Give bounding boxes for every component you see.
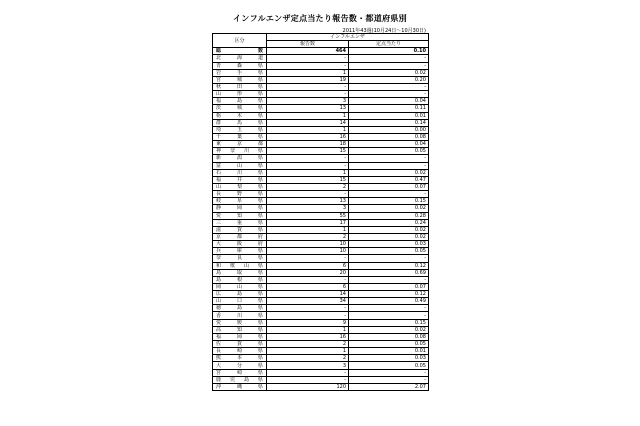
table-row bbox=[213, 155, 429, 162]
region-name: 福岡県 bbox=[213, 333, 267, 340]
table-row bbox=[213, 362, 429, 369]
region-name: 青森県 bbox=[213, 62, 267, 69]
report-count: 1 bbox=[267, 226, 349, 233]
table-row bbox=[213, 191, 429, 198]
region-name: 大阪府 bbox=[213, 241, 267, 248]
report-count: - bbox=[267, 62, 349, 69]
table-row bbox=[213, 262, 429, 269]
reports-header: 報告数 bbox=[267, 41, 349, 48]
per-sentinel-value: 0.08 bbox=[349, 333, 429, 340]
table-row bbox=[213, 248, 429, 255]
report-count: - bbox=[267, 55, 349, 62]
table-row bbox=[213, 333, 429, 340]
per-sentinel-value: 0.69 bbox=[349, 269, 429, 276]
table-row bbox=[213, 276, 429, 283]
region-name: 石川県 bbox=[213, 169, 267, 176]
report-count: 2 bbox=[267, 183, 349, 190]
report-count: 1 bbox=[267, 326, 349, 333]
report-count: - bbox=[267, 255, 349, 262]
report-count: 13 bbox=[267, 105, 349, 112]
header-row-1 bbox=[213, 34, 429, 41]
region-name: 宮崎県 bbox=[213, 369, 267, 376]
per-sentinel-value: - bbox=[349, 191, 429, 198]
report-count: 16 bbox=[267, 133, 349, 140]
table-row bbox=[213, 255, 429, 262]
region-name: 岐阜県 bbox=[213, 198, 267, 205]
region-name: 静岡県 bbox=[213, 205, 267, 212]
per-sentinel-value: 0.01 bbox=[349, 348, 429, 355]
report-count: 3 bbox=[267, 98, 349, 105]
table-row bbox=[213, 283, 429, 290]
table-row bbox=[213, 98, 429, 105]
report-count: 2 bbox=[267, 355, 349, 362]
per-sentinel-value: 0.05 bbox=[349, 248, 429, 255]
region-name: 千葉県 bbox=[213, 133, 267, 140]
per-sentinel-value: 0.20 bbox=[349, 76, 429, 83]
report-count: - bbox=[267, 83, 349, 90]
report-count: 13 bbox=[267, 198, 349, 205]
report-count: - bbox=[267, 162, 349, 169]
table-row bbox=[213, 326, 429, 333]
region-name: 鹿児島県 bbox=[213, 376, 267, 383]
table-row bbox=[213, 169, 429, 176]
table-row bbox=[213, 91, 429, 98]
per-sentinel-value: - bbox=[349, 91, 429, 98]
table-row bbox=[213, 298, 429, 305]
region-name: 長野県 bbox=[213, 191, 267, 198]
report-count: 19 bbox=[267, 76, 349, 83]
report-count: - bbox=[267, 369, 349, 376]
table-row bbox=[213, 291, 429, 298]
region-name: 北海道 bbox=[213, 55, 267, 62]
per-sentinel-value: 0.24 bbox=[349, 219, 429, 226]
region-name: 福島県 bbox=[213, 98, 267, 105]
report-count: 1 bbox=[267, 112, 349, 119]
region-name: 群馬県 bbox=[213, 119, 267, 126]
table-row bbox=[213, 312, 429, 319]
table-row bbox=[213, 219, 429, 226]
region-name: 熊本県 bbox=[213, 355, 267, 362]
region-name: 栃木県 bbox=[213, 112, 267, 119]
per-sentinel-value: 0.11 bbox=[349, 105, 429, 112]
per-sentinel-value: - bbox=[349, 83, 429, 90]
region-name: 山梨県 bbox=[213, 183, 267, 190]
region-name: 鳥取県 bbox=[213, 269, 267, 276]
region-name: 高知県 bbox=[213, 326, 267, 333]
report-count: 18 bbox=[267, 141, 349, 148]
table-row bbox=[213, 126, 429, 133]
total-row bbox=[213, 48, 429, 55]
per-sentinel-value: 0.04 bbox=[349, 98, 429, 105]
region-name: 京都府 bbox=[213, 233, 267, 240]
per-sentinel-value: - bbox=[349, 305, 429, 312]
per-sentinel-value: - bbox=[349, 312, 429, 319]
region-name: 愛知県 bbox=[213, 212, 267, 219]
table-row bbox=[213, 205, 429, 212]
region-name: 茨城県 bbox=[213, 105, 267, 112]
report-count: - bbox=[267, 155, 349, 162]
table-row bbox=[213, 212, 429, 219]
per-sentinel-value: 0.10 bbox=[349, 48, 429, 55]
table-row bbox=[213, 76, 429, 83]
per-sentinel-value: - bbox=[349, 376, 429, 383]
region-name: 兵庫県 bbox=[213, 248, 267, 255]
report-count: 10 bbox=[267, 241, 349, 248]
per-sentinel-value: 0.04 bbox=[349, 141, 429, 148]
per-sentinel-value: 0.02 bbox=[349, 226, 429, 233]
region-name: 富山県 bbox=[213, 162, 267, 169]
per-sentinel-value: - bbox=[349, 155, 429, 162]
report-count: - bbox=[267, 312, 349, 319]
report-count: 14 bbox=[267, 119, 349, 126]
per-sentinel-value: 0.05 bbox=[349, 148, 429, 155]
per-sentinel-header: 定点当たり bbox=[349, 41, 429, 48]
per-sentinel-value: 0.28 bbox=[349, 212, 429, 219]
region-name: 滋賀県 bbox=[213, 226, 267, 233]
table-row bbox=[213, 119, 429, 126]
table-row bbox=[213, 369, 429, 376]
region-name: 大分県 bbox=[213, 362, 267, 369]
per-sentinel-value: 0.15 bbox=[349, 319, 429, 326]
region-name: 島根県 bbox=[213, 276, 267, 283]
per-sentinel-value: 0.07 bbox=[349, 283, 429, 290]
per-sentinel-value: 0.15 bbox=[349, 198, 429, 205]
per-sentinel-value: - bbox=[349, 255, 429, 262]
table-row bbox=[213, 162, 429, 169]
table-row bbox=[213, 341, 429, 348]
table-row bbox=[213, 83, 429, 90]
report-count: 15 bbox=[267, 148, 349, 155]
table-row bbox=[213, 376, 429, 383]
table-row bbox=[213, 226, 429, 233]
table-row bbox=[213, 62, 429, 69]
per-sentinel-value: 0.01 bbox=[349, 112, 429, 119]
report-count: - bbox=[267, 305, 349, 312]
report-count: 120 bbox=[267, 383, 349, 390]
region-name: 宮城県 bbox=[213, 76, 267, 83]
per-sentinel-value: 0.02 bbox=[349, 233, 429, 240]
table-row bbox=[213, 305, 429, 312]
region-name: 埼玉県 bbox=[213, 126, 267, 133]
report-count: 464 bbox=[267, 48, 349, 55]
influenza-table bbox=[212, 33, 429, 391]
per-sentinel-value: - bbox=[349, 55, 429, 62]
report-count: - bbox=[267, 91, 349, 98]
region-name: 香川県 bbox=[213, 312, 267, 319]
page-title: インフルエンザ定点当たり報告数・都道府県別 bbox=[233, 14, 407, 23]
table-row bbox=[213, 105, 429, 112]
per-sentinel-value: - bbox=[349, 276, 429, 283]
region-name: 奈良県 bbox=[213, 255, 267, 262]
report-count: 1 bbox=[267, 69, 349, 76]
report-count: - bbox=[267, 276, 349, 283]
table-row bbox=[213, 233, 429, 240]
category-header: 区分 bbox=[213, 34, 267, 48]
region-name: 和歌山県 bbox=[213, 262, 267, 269]
region-name: 山口県 bbox=[213, 298, 267, 305]
table-row bbox=[213, 55, 429, 62]
region-name: 長崎県 bbox=[213, 348, 267, 355]
table-row bbox=[213, 198, 429, 205]
per-sentinel-value: 0.02 bbox=[349, 326, 429, 333]
report-count: 55 bbox=[267, 212, 349, 219]
per-sentinel-value: 0.07 bbox=[349, 183, 429, 190]
report-count: 17 bbox=[267, 219, 349, 226]
table-row bbox=[213, 383, 429, 390]
report-count: 1 bbox=[267, 126, 349, 133]
region-name: 福井県 bbox=[213, 176, 267, 183]
table-row bbox=[213, 355, 429, 362]
region-name: 広島県 bbox=[213, 291, 267, 298]
table-row bbox=[213, 133, 429, 140]
per-sentinel-value: 0.00 bbox=[349, 126, 429, 133]
report-count: 16 bbox=[267, 333, 349, 340]
period-label: 2011年43週(10月24日～10月30日) bbox=[342, 28, 426, 34]
per-sentinel-value: - bbox=[349, 62, 429, 69]
per-sentinel-value: 0.02 bbox=[349, 169, 429, 176]
per-sentinel-value: 0.12 bbox=[349, 291, 429, 298]
per-sentinel-value: 0.49 bbox=[349, 298, 429, 305]
region-name: 東京都 bbox=[213, 141, 267, 148]
region-name: 三重県 bbox=[213, 219, 267, 226]
disease-header: インフルエンザ bbox=[267, 34, 429, 41]
per-sentinel-value: 0.14 bbox=[349, 119, 429, 126]
region-name: 岩手県 bbox=[213, 69, 267, 76]
table-row bbox=[213, 319, 429, 326]
per-sentinel-value: 0.05 bbox=[349, 341, 429, 348]
report-count: 3 bbox=[267, 205, 349, 212]
report-count: 1 bbox=[267, 348, 349, 355]
table-row bbox=[213, 69, 429, 76]
report-count: - bbox=[267, 191, 349, 198]
table-row bbox=[213, 112, 429, 119]
report-count: 6 bbox=[267, 262, 349, 269]
region-name: 徳島県 bbox=[213, 305, 267, 312]
table-row bbox=[213, 183, 429, 190]
per-sentinel-value: 0.03 bbox=[349, 355, 429, 362]
region-name: 岡山県 bbox=[213, 283, 267, 290]
per-sentinel-value: 0.02 bbox=[349, 69, 429, 76]
report-count: 10 bbox=[267, 248, 349, 255]
table-row bbox=[213, 148, 429, 155]
report-count: 34 bbox=[267, 298, 349, 305]
region-name: 沖縄県 bbox=[213, 383, 267, 390]
region-name: 愛媛県 bbox=[213, 319, 267, 326]
report-count: 1 bbox=[267, 169, 349, 176]
report-count: 15 bbox=[267, 176, 349, 183]
region-name: 新潟県 bbox=[213, 155, 267, 162]
table-row bbox=[213, 241, 429, 248]
per-sentinel-value: - bbox=[349, 369, 429, 376]
region-name: 神奈川県 bbox=[213, 148, 267, 155]
report-count: 2 bbox=[267, 233, 349, 240]
per-sentinel-value: 0.03 bbox=[349, 241, 429, 248]
report-count: - bbox=[267, 376, 349, 383]
report-count: 9 bbox=[267, 319, 349, 326]
region-name: 山形県 bbox=[213, 91, 267, 98]
table-row bbox=[213, 348, 429, 355]
region-name: 佐賀県 bbox=[213, 341, 267, 348]
report-count: 14 bbox=[267, 291, 349, 298]
table-row bbox=[213, 269, 429, 276]
region-name: 秋田県 bbox=[213, 83, 267, 90]
report-count: 20 bbox=[267, 269, 349, 276]
report-count: 6 bbox=[267, 283, 349, 290]
per-sentinel-value: 0.47 bbox=[349, 176, 429, 183]
per-sentinel-value: 0.02 bbox=[349, 205, 429, 212]
table-row bbox=[213, 176, 429, 183]
per-sentinel-value: - bbox=[349, 162, 429, 169]
report-count: 2 bbox=[267, 341, 349, 348]
per-sentinel-value: 0.12 bbox=[349, 262, 429, 269]
table-row bbox=[213, 141, 429, 148]
per-sentinel-value: 2.07 bbox=[349, 383, 429, 390]
report-count: 3 bbox=[267, 362, 349, 369]
per-sentinel-value: 0.05 bbox=[349, 362, 429, 369]
per-sentinel-value: 0.08 bbox=[349, 133, 429, 140]
region-name: 総数 bbox=[213, 48, 267, 55]
